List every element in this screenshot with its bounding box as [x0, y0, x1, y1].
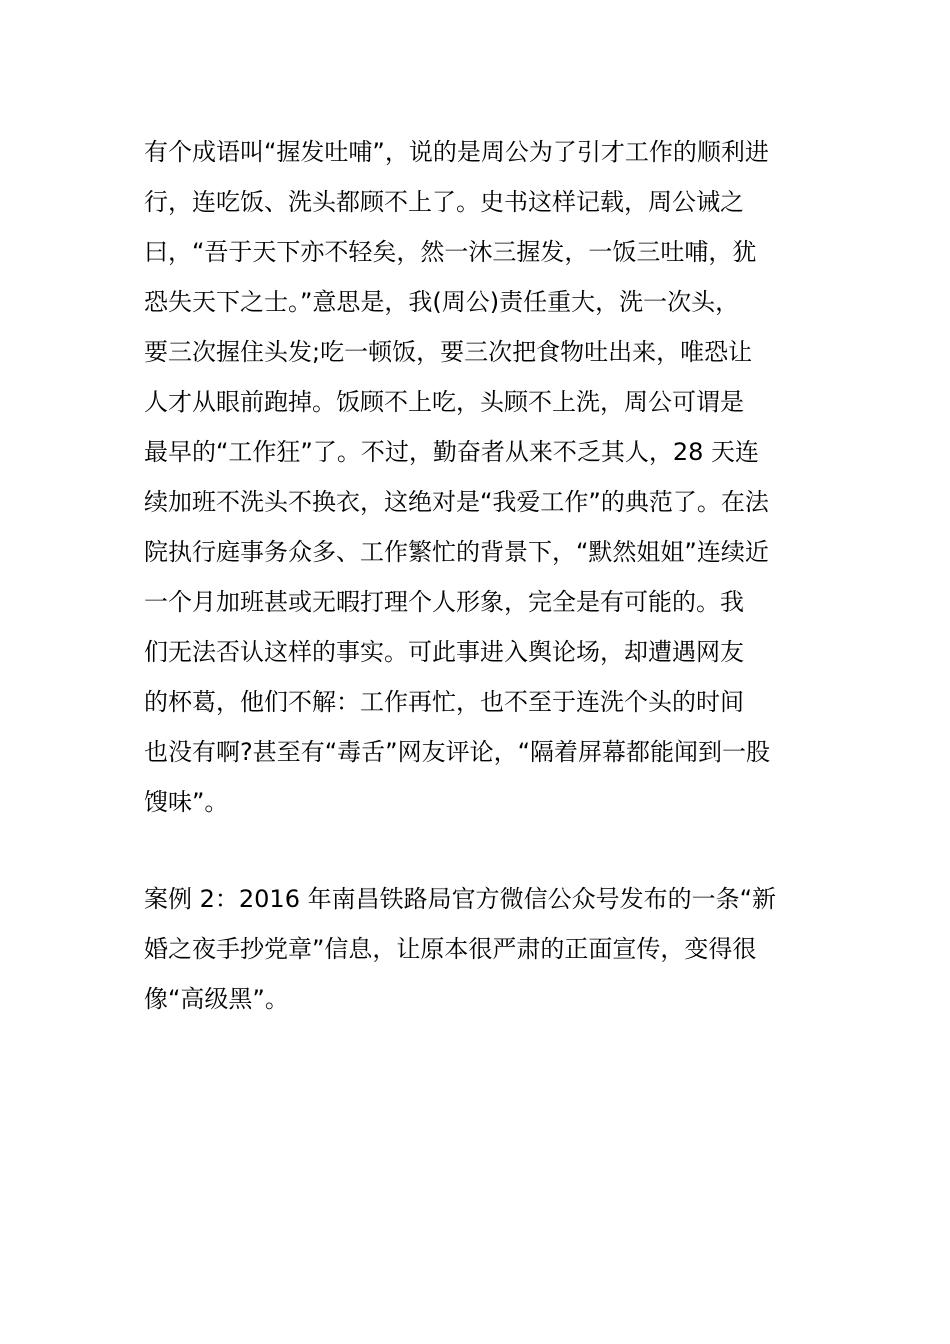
text-line: 有个成语叫“握发吐哺”，说的是周公为了引才工作的顺利进: [144, 138, 769, 166]
text-line: 行，连吃饭、洗头都顾不上了。史书这样记载，周公诫之: [144, 188, 744, 216]
text-line: 馊味”。: [144, 788, 229, 816]
text-line: 院执行庭事务众多、工作繁忙的背景下，“默然姐姐”连续近: [144, 538, 769, 566]
text-line: 人才从眼前跑掉。饭顾不上吃，头顾不上洗，周公可谓是: [144, 388, 744, 416]
text-line: 续加班不洗头不换衣，这绝对是“我爱工作”的典范了。在法: [144, 488, 769, 516]
text-line: 要三次握住头发;吃一顿饭，要三次把食物吐出来，唯恐让: [144, 338, 753, 366]
text-line: 恐失天下之士。”意思是，我(周公)责任重大，洗一次头，: [144, 288, 740, 316]
paragraph-1: [144, 127, 808, 827]
text-line: 一个月加班甚或无暇打理个人形象，完全是有可能的。我: [144, 588, 744, 616]
paragraph-2: [144, 874, 808, 1024]
text-line: 最早的“工作狂”了。不过，勤奋者从来不乏其人，28 天连: [144, 438, 760, 466]
text-line: 案例 2：2016 年南昌铁路局官方微信公众号发布的一条“新: [144, 885, 777, 913]
text-line: 婚之夜手抄党章”信息，让原本很严肃的正面宣传，变得很: [144, 935, 757, 963]
text-line: 曰，“吾于天下亦不轻矣，然一沐三握发，一饭三吐哺，犹: [144, 238, 757, 266]
text-line: 的杯葛，他们不解：工作再忙，也不至于连洗个头的时间: [144, 688, 744, 716]
text-line: 也没有啊?甚至有“毒舌”网友评论，“隔着屏幕都能闻到一股: [144, 738, 771, 766]
text-line: 像“高级黑”。: [144, 985, 289, 1013]
text-line: 们无法否认这样的事实。可此事进入舆论场，却遭遇网友: [144, 638, 744, 666]
